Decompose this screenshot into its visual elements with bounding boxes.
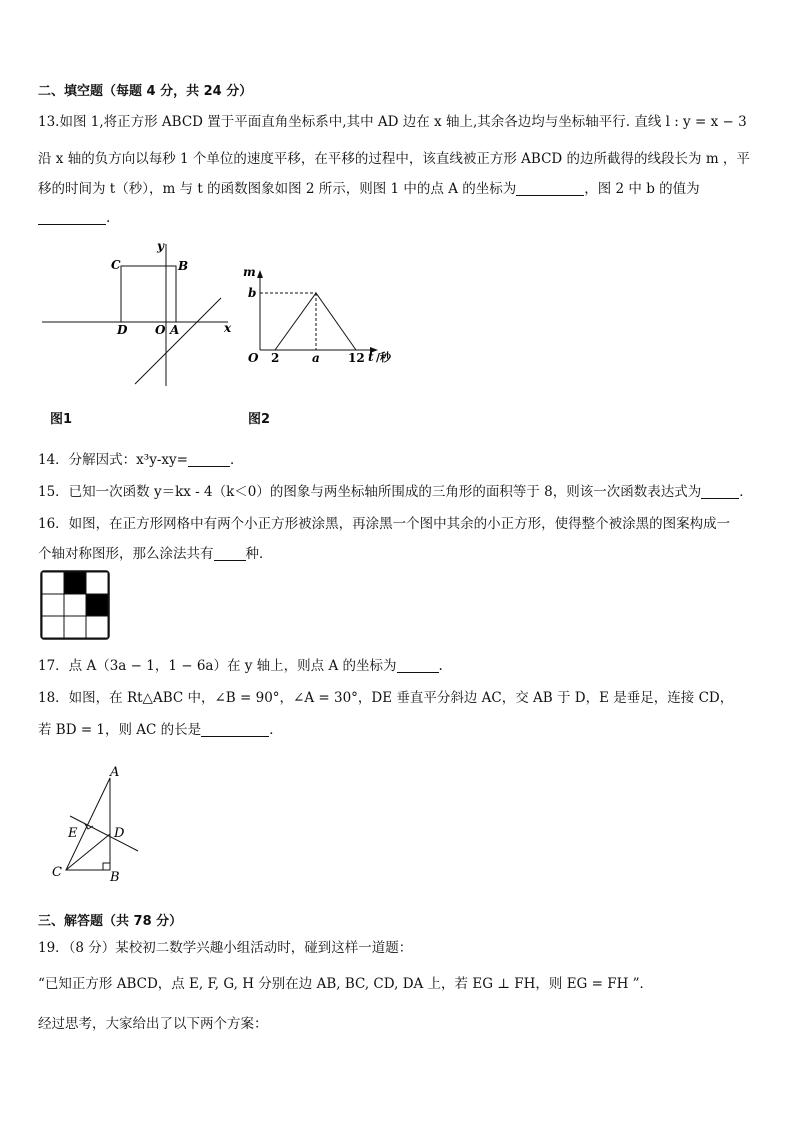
fig2-label-t: t <box>368 350 374 364</box>
grid-cell-empty <box>42 616 64 638</box>
fig2-label-unit: /秒 <box>376 351 392 364</box>
q14-text: 14．分解因式：x³y-xy= <box>38 452 188 468</box>
q18-line-2 <box>38 718 283 738</box>
q13-answer-blank-1[interactable] <box>516 181 584 196</box>
q13-figure-2 <box>238 262 408 372</box>
fig1-label-x: x <box>224 321 232 335</box>
grid-cell-shaded <box>64 572 86 594</box>
q18-label-e: E <box>68 826 78 841</box>
q18-triangle-figure <box>48 762 148 886</box>
q18-end: ． <box>269 722 283 738</box>
q13-line-2: 沿 x 轴的负方向以每秒 1 个单位的速度平移，在平移的过程中，该直线被正方形 ABCD 的边所截得的线段长为 m ，平 <box>38 151 750 167</box>
q15-answer-blank[interactable] <box>701 484 739 499</box>
q17-text: 17．点 A（3a − 1，1 − 6a）在 y 轴上，则点 A 的坐标为 <box>38 658 397 674</box>
fig1-label-c: C <box>111 258 121 272</box>
fig2-label-2: 2 <box>271 351 280 365</box>
q14-answer-blank[interactable] <box>188 452 230 467</box>
q13-line-4-end: . <box>106 210 111 226</box>
grid-cell-empty <box>64 616 86 638</box>
fig1-label-d: D <box>117 323 128 337</box>
q13-line-4 <box>38 210 110 226</box>
fig2-label-b: b <box>248 286 257 300</box>
q13-line-1: 13.如图 1,将正方形 ABCD 置于平面直角坐标系中,其中 AD 边在 x 轴上,其余各边均与坐标轴平行. 直线 l : y = x − 3 <box>38 114 747 130</box>
q17-end: . <box>438 658 443 674</box>
q18-label-b: B <box>110 870 120 885</box>
q16-line-2 <box>38 542 273 562</box>
fig1-label-a: A <box>170 323 180 337</box>
fig1-label-y: y <box>157 239 164 253</box>
grid-cell-empty <box>86 616 108 638</box>
fig1-label-o: O <box>155 323 166 337</box>
grid-cell-shaded <box>86 594 108 616</box>
q18-label-a: A <box>110 765 120 780</box>
q13-line-3b-text: ，图 2 中 b 的值为 <box>584 181 700 197</box>
fig2-label-a: a <box>312 351 320 365</box>
grid-cell-empty <box>42 572 64 594</box>
grid-cell-empty <box>64 594 86 616</box>
grid-cell-empty <box>86 572 108 594</box>
q13-line-3-text: 移的时间为 t（秒），m 与 t 的函数图象如图 2 所示，则图 1 中的点 A 的坐标为 <box>38 181 517 197</box>
q18-line-2-text: 若 BD = 1，则 AC 的长是 <box>38 722 202 738</box>
q13-line-3 <box>38 177 700 197</box>
q17-answer-blank[interactable] <box>397 658 439 673</box>
q15 <box>38 480 753 500</box>
q14 <box>38 448 243 468</box>
q14-end: ． <box>229 452 244 468</box>
q16-end: 种． <box>245 546 273 562</box>
grid-cell-empty <box>42 594 64 616</box>
q17 <box>38 654 443 674</box>
section-3-title: 三、解答题（共 78 分） <box>38 914 183 929</box>
fig2-caption: 图2 <box>248 412 271 427</box>
q18-answer-blank[interactable] <box>201 722 269 737</box>
q19-line-2: “已知正方形 ABCD，点 E, F, G, H 分别在边 AB, BC, CD, DA 上，若 EG ⊥ FH，则 EG = FH ”． <box>38 976 654 992</box>
fig2-label-12: 12 <box>348 351 365 365</box>
q18-label-c: C <box>52 865 62 880</box>
q13-answer-blank-2[interactable] <box>38 210 106 225</box>
q19-line-1: 19．（8 分）某校初二数学兴趣小组活动时，碰到这样一道题： <box>38 940 413 956</box>
fig1-label-b: B <box>178 259 189 273</box>
fig2-label-m: m <box>243 265 256 279</box>
section-2-title: 二、填空题（每题 4 分，共 24 分） <box>38 84 253 99</box>
q18-line-1: 18．如图，在 Rt△ABC 中，∠B = 90°，∠A = 30°，DE 垂直平分斜边 AC，交 AB 于 D，E 是垂足，连接 CD， <box>38 690 734 706</box>
q15-end: ． <box>739 484 753 500</box>
q16-grid-figure <box>40 570 112 642</box>
q19-line-3: 经过思考，大家给出了以下两个方案： <box>38 1016 268 1032</box>
q15-text: 15．已知一次函数 y＝kx - 4（k＜0）的图象与两坐标轴所围成的三角形的面积等于 8，则该一次函数表达式为 <box>38 484 702 500</box>
q16-answer-blank[interactable] <box>214 546 246 561</box>
q13-figure-1 <box>38 236 238 388</box>
fig2-label-o: O <box>248 351 259 365</box>
fig1-caption: 图1 <box>50 412 73 427</box>
q18-label-d: D <box>114 826 125 841</box>
q16-line-2-text: 个轴对称图形，那么涂法共有 <box>38 546 214 562</box>
q16-line-1: 16．如图，在正方形网格中有两个小正方形被涂黑，再涂黑一个图中其余的小正方形，使得整个被涂黑的图案构成一 <box>38 516 731 532</box>
